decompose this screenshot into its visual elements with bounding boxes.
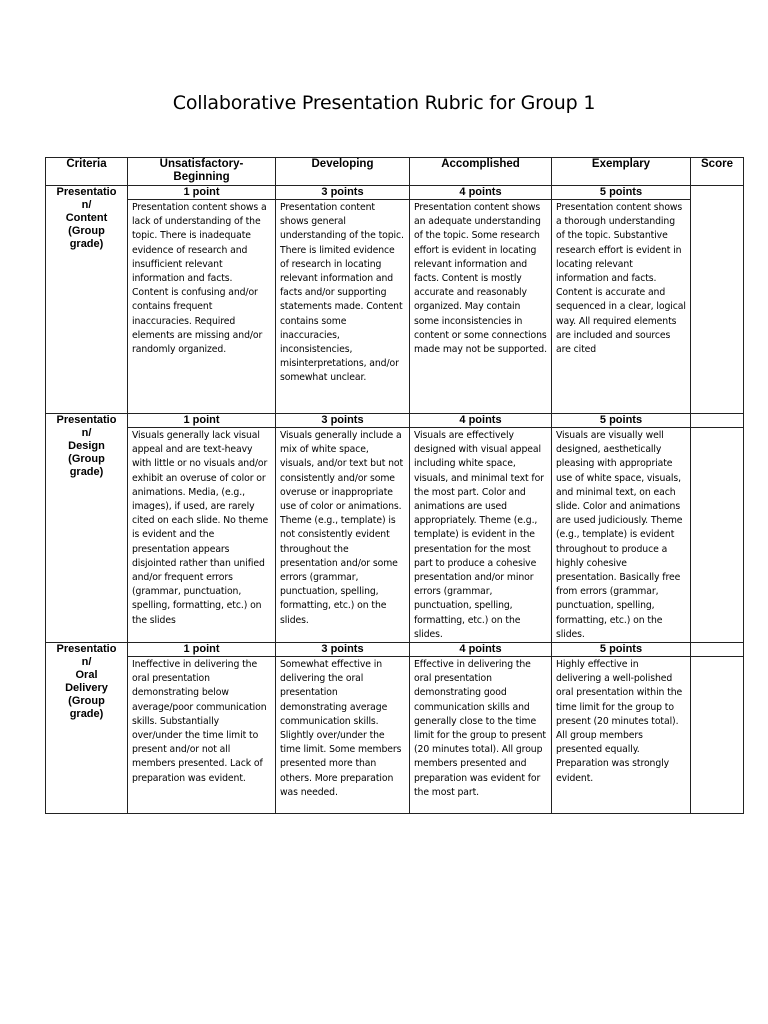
score-divider <box>691 414 743 428</box>
cell-design-exemplary <box>552 414 691 643</box>
points-label: 3 points <box>276 414 409 428</box>
description: Ineffective in delivering the oral presentation demonstrating below average/poor communication skills. Substantially over/under the time limit to present and/or not all members presented. Lack of preparation was evident. <box>132 659 267 784</box>
description: Somewhat effective in delivering the oral presentation demonstrating average communication skills. Slightly over/under the time limit. Some members presented more than others. More preparation was needed. <box>280 659 402 798</box>
header-row <box>46 158 744 186</box>
score-cell-content[interactable] <box>691 186 744 414</box>
points-label: 3 points <box>276 643 409 657</box>
description: Highly effective in delivering a well-polished oral presentation within the time limit for the group to present (20 minutes total). All group members presented equally. Preparation was strongly evident. <box>556 659 683 784</box>
description: Presentation content shows general understanding of the topic. There is limited evidence of research in locating relevant information and facts and/or supporting statements made. Content contains some inaccuracies, inconsistencies, misinterpretations, and/or somewhat unclear. <box>280 202 404 384</box>
cell-design-accomplished <box>410 414 552 643</box>
score-divider <box>691 643 743 657</box>
description: Presentation content shows a thorough understanding of the topic. Substantive research effort is evident in locating relevant information and facts. Content is accurate and sequenced in a clear, logical way. All required elements are included and sources are cited <box>556 202 686 356</box>
criteria-oral-delivery: Presentatio n/ Oral Delivery (Group grade) <box>46 643 128 814</box>
header-criteria: Criteria <box>46 158 128 186</box>
points-label: 1 point <box>128 186 275 200</box>
header-score: Score <box>691 158 744 186</box>
points-label: 1 point <box>128 643 275 657</box>
points-label: 3 points <box>276 186 409 200</box>
cell-design-unsatisfactory <box>128 414 276 643</box>
points-label: 4 points <box>410 414 551 428</box>
header-developing: Developing <box>276 158 410 186</box>
description: Visuals are effectively designed with visual appeal including white space, visuals, and minimal text for the most part. Color and animations are used appropriately. Theme (e.g., template) is evident in the presentation for the most part to produce a cohesive presentation and/or minor errors (grammar, punctuation, spelling, formatting, etc.) on the slides. <box>414 430 544 640</box>
cell-content-exemplary <box>552 186 691 414</box>
description: Presentation content shows a lack of understanding of the topic. There is inadequate evidence of research and insufficient relevant information and facts. Content is confusing and/or contains frequent inaccuracies. Required elements are missing and/or randomly organized. <box>132 202 267 356</box>
cell-content-accomplished <box>410 186 552 414</box>
header-exemplary: Exemplary <box>552 158 691 186</box>
points-label: 5 points <box>552 643 690 657</box>
cell-content-developing <box>276 186 410 414</box>
rubric-table <box>45 157 744 814</box>
description: Visuals generally lack visual appeal and are text-heavy with little or no visuals and/or exhibit an overuse of color or animations. Media, (e.g., images), if used, are rarely cited on each slide. No theme is evident and the presentation appears disjointed rather than unified and/or frequent errors (grammar, punctuation, spelling, formatting, etc.) on the slides <box>132 430 269 626</box>
points-label: 5 points <box>552 186 690 200</box>
rubric-row-oral-delivery <box>46 643 744 814</box>
header-accomplished: Accomplished <box>410 158 552 186</box>
points-label: 5 points <box>552 414 690 428</box>
cell-oral-unsatisfactory <box>128 643 276 814</box>
document-title: Collaborative Presentation Rubric for Group 1 <box>172 92 596 114</box>
description: Effective in delivering the oral presentation demonstrating good communication skills and generally close to the time limit for the group to present (20 minutes total). All group members presented and preparation was evident for the most part. <box>414 659 546 798</box>
cell-content-unsatisfactory <box>128 186 276 414</box>
cell-oral-developing <box>276 643 410 814</box>
description: Visuals are visually well designed, aesthetically pleasing with appropriate use of white space, visuals, and minimal text, on each slide. Color and animations are used judiciously. Theme (e.g., template) is evident throughout to produce a highly cohesive presentation. Basically free from errors (grammar, punctuation, spelling, formatting, etc.) on the slides. <box>556 430 683 640</box>
criteria-design: Presentatio n/ Design (Group grade) <box>46 414 128 643</box>
points-label: 4 points <box>410 186 551 200</box>
header-unsatisfactory: Unsatisfactory- Beginning <box>128 158 276 186</box>
cell-design-developing <box>276 414 410 643</box>
rubric-row-content <box>46 186 744 414</box>
cell-oral-accomplished <box>410 643 552 814</box>
rubric-row-design <box>46 414 744 643</box>
description: Presentation content shows an adequate understanding of the topic. Some research effort is evident in locating relevant information and facts. Content is mostly accurate and reasonably organized. May contain some inconsistencies in content or some connections made may not be supported. <box>414 202 547 356</box>
points-label: 4 points <box>410 643 551 657</box>
score-cell-design[interactable] <box>691 414 744 643</box>
criteria-content: Presentatio n/ Content (Group grade) <box>46 186 128 414</box>
score-cell-oral-delivery[interactable] <box>691 643 744 814</box>
points-label: 1 point <box>128 414 275 428</box>
cell-oral-exemplary <box>552 643 691 814</box>
description: Visuals generally include a mix of white space, visuals, and/or text but not consistently and/or some overuse or inappropriate use of color or animations. Theme (e.g., template) is not consistently evident throughout the presentation and/or some errors (grammar, punctuation, spelling, formatting, etc.) on the slides. <box>280 430 404 626</box>
